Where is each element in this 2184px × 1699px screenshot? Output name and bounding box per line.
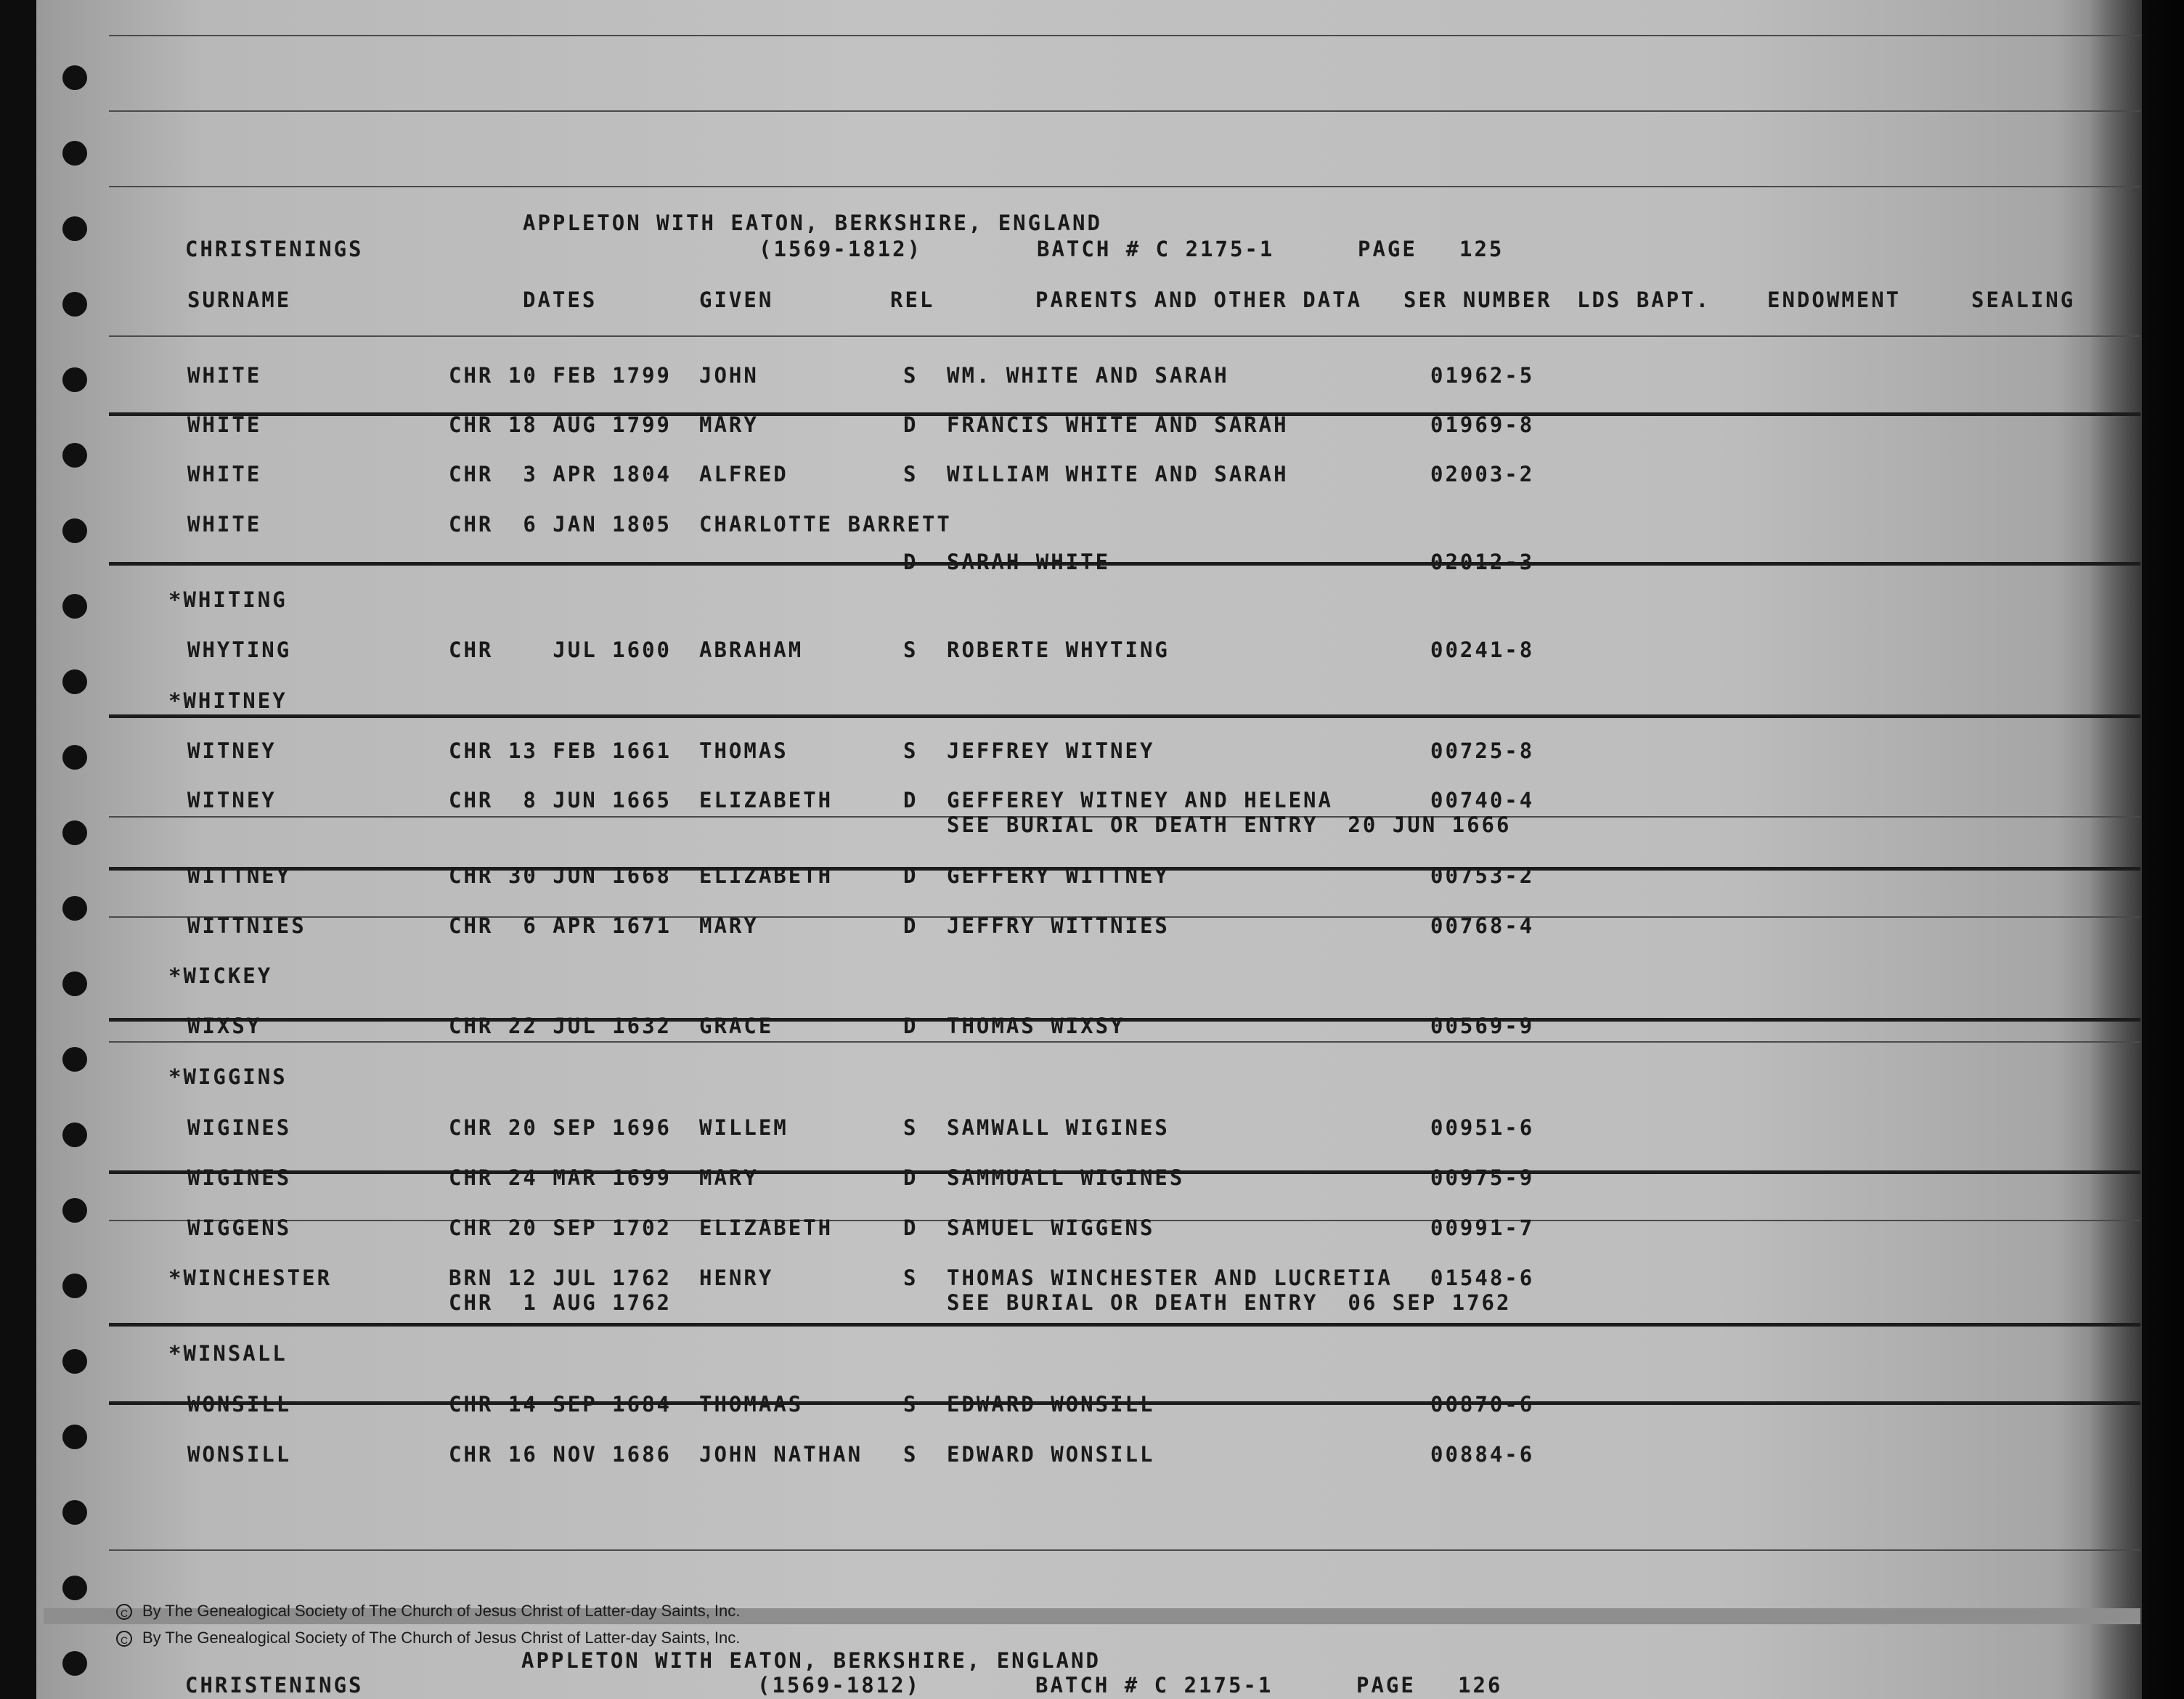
- col-header-surname: SURNAME: [187, 288, 292, 312]
- record-event-type: CHR: [449, 1014, 494, 1038]
- record-date: 20 SEP 1702: [508, 1215, 672, 1240]
- record-parents: GEFFEREY WITNEY AND HELENA: [947, 788, 1333, 812]
- record-relationship: D: [903, 788, 918, 812]
- record-given-name: ELIZABETH: [699, 1215, 834, 1240]
- feed-hole: [62, 292, 87, 317]
- next-page-place-title: APPLETON WITH EATON, BERKSHIRE, ENGLAND: [521, 1648, 1101, 1673]
- next-page-years: (1569-1812): [757, 1673, 921, 1698]
- record-surname: WITTNIES: [187, 913, 306, 938]
- record-ser-number: 00884-6: [1430, 1442, 1535, 1467]
- record-date: 3 APR 1804: [523, 462, 672, 486]
- record-ser-number: 00753-2: [1430, 863, 1535, 888]
- col-header-given: GIVEN: [699, 288, 774, 312]
- record-event-type: CHR: [449, 863, 494, 888]
- feed-hole: [62, 1500, 87, 1525]
- record-relationship: S: [903, 363, 918, 388]
- copyright-text: By The Genealogical Society of The Church of Jesus Christ of Latter-day Saints, Inc.: [142, 1629, 741, 1647]
- record-surname: WIGGENS: [187, 1215, 292, 1240]
- record-ser-number: 01962-5: [1430, 363, 1535, 388]
- record-given-name: ABRAHAM: [699, 637, 804, 662]
- feed-hole: [62, 1274, 87, 1298]
- record-surname: WIXSY: [187, 1014, 262, 1038]
- record-relationship: D: [903, 1215, 918, 1240]
- record-ser-number: 00768-4: [1430, 913, 1535, 938]
- record-date: 16 NOV 1686: [508, 1442, 672, 1467]
- page-years: (1569-1812): [759, 237, 923, 261]
- record-relationship: S: [903, 1392, 918, 1417]
- batch-number: BATCH # C 2175-1: [1037, 237, 1275, 261]
- record-ser-number: 00991-7: [1430, 1215, 1535, 1240]
- record-ser-number: 00725-8: [1430, 738, 1535, 763]
- ruled-line: [109, 335, 2140, 337]
- record-relationship: S: [903, 462, 918, 486]
- feed-hole: [62, 1198, 87, 1223]
- record-ser-number: 02012-3: [1430, 550, 1535, 574]
- section-title: CHRISTENINGS: [185, 237, 364, 261]
- record-given-name: MARY: [699, 913, 759, 938]
- feed-hole: [62, 1349, 87, 1374]
- feed-hole: [62, 669, 87, 694]
- record-given-name: JOHN NATHAN: [699, 1442, 863, 1467]
- record-date: 10 FEB 1799: [508, 363, 672, 388]
- film-right-shadow: [2090, 0, 2184, 1699]
- film-left-edge: [0, 0, 36, 1699]
- record-ser-number: 01548-6: [1430, 1266, 1535, 1290]
- record-event-type-2: CHR: [449, 1290, 494, 1315]
- col-header-ser-number: SER NUMBER: [1403, 288, 1552, 312]
- record-surname: *WIGGINS: [168, 1064, 288, 1089]
- record-event-type: CHR: [449, 1442, 494, 1467]
- feed-hole: [62, 971, 87, 996]
- next-page-number: 126: [1458, 1673, 1503, 1698]
- record-parents: THOMAS WINCHESTER AND LUCRETIA: [947, 1266, 1393, 1290]
- record-surname: *WICKEY: [168, 963, 273, 988]
- feed-hole: [62, 820, 87, 845]
- record-surname: WHITE: [187, 363, 262, 388]
- record-date: 20 SEP 1696: [508, 1115, 672, 1140]
- record-surname: WHITE: [187, 462, 262, 486]
- feed-hole: [62, 1651, 87, 1676]
- record-parents: EDWARD WONSILL: [947, 1392, 1155, 1417]
- record-event-type: CHR: [449, 1165, 494, 1190]
- record-parents: JEFFREY WITNEY: [947, 738, 1155, 763]
- record-event-type: CHR: [449, 913, 494, 938]
- ruled-line-dark: [109, 562, 2140, 566]
- ruled-line: [109, 110, 2140, 112]
- record-relationship: S: [903, 637, 918, 662]
- col-header-rel: REL: [890, 288, 935, 312]
- record-note: SEE BURIAL OR DEATH ENTRY 20 JUN 1666: [947, 812, 1512, 837]
- record-ser-number: 00975-9: [1430, 1165, 1535, 1190]
- record-given-name: CHARLOTTE BARRETT: [699, 512, 952, 537]
- col-header-sealing: SEALING: [1971, 288, 2076, 312]
- record-parents: SAMUEL WIGGENS: [947, 1215, 1155, 1240]
- record-parents: JEFFRY WITTNIES: [947, 913, 1170, 938]
- next-batch-number: BATCH # C 2175-1: [1035, 1673, 1274, 1698]
- record-date: 12 JUL 1762: [508, 1266, 672, 1290]
- record-date-2: 1 AUG 1762: [523, 1290, 672, 1315]
- record-surname: WITTNEY: [187, 863, 292, 888]
- copyright-icon: C: [116, 1631, 132, 1647]
- record-parents: EDWARD WONSILL: [947, 1442, 1155, 1467]
- col-header-dates: DATES: [523, 288, 598, 312]
- record-ser-number: 00569-9: [1430, 1014, 1535, 1038]
- record-event-type: CHR: [449, 738, 494, 763]
- record-relationship: D: [903, 863, 918, 888]
- record-event-type: CHR: [449, 462, 494, 486]
- record-given-name: GRACE: [699, 1014, 774, 1038]
- record-relationship: D: [903, 1165, 918, 1190]
- record-ser-number: 00241-8: [1430, 637, 1535, 662]
- feed-hole: [62, 594, 87, 619]
- record-surname: *WHITING: [168, 587, 288, 612]
- record-date: 14 SEP 1684: [508, 1392, 672, 1417]
- ruled-line-dark: [109, 714, 2140, 718]
- record-ser-number: 02003-2: [1430, 462, 1535, 486]
- col-header-parents: PARENTS AND OTHER DATA: [1035, 288, 1363, 312]
- record-event-type: CHR: [449, 788, 494, 812]
- record-surname: WITNEY: [187, 788, 277, 812]
- record-surname: WONSILL: [187, 1442, 292, 1467]
- ruled-line: [109, 35, 2140, 36]
- col-header-lds-bapt: LDS BAPT.: [1577, 288, 1711, 312]
- record-surname: *WINCHESTER: [168, 1266, 333, 1290]
- copyright-line-2: [116, 1629, 740, 1647]
- ruled-line-dark: [109, 1323, 2140, 1327]
- record-given-name: WILLEM: [699, 1115, 789, 1140]
- feed-hole: [62, 1123, 87, 1147]
- feed-hole: [62, 367, 87, 392]
- record-parents: THOMAS WIXSY: [947, 1014, 1125, 1038]
- record-parents: SAMWALL WIGINES: [947, 1115, 1170, 1140]
- col-header-endowment: ENDOWMENT: [1767, 288, 1902, 312]
- record-ser-number: 00951-6: [1430, 1115, 1535, 1140]
- record-surname: WIGINES: [187, 1165, 292, 1190]
- ruled-line: [109, 1549, 2140, 1551]
- record-event-type: BRN: [449, 1266, 494, 1290]
- record-date: 8 JUN 1665: [523, 788, 672, 812]
- record-surname: WHITE: [187, 512, 262, 537]
- record-event-type: CHR: [449, 1392, 494, 1417]
- copyright-text: By The Genealogical Society of The Church of Jesus Christ of Latter-day Saints, Inc.: [142, 1602, 741, 1620]
- record-given-name: MARY: [699, 412, 759, 437]
- page-label: PAGE: [1358, 237, 1417, 261]
- page-place-title: APPLETON WITH EATON, BERKSHIRE, ENGLAND: [523, 211, 1102, 235]
- record-relationship: S: [903, 738, 918, 763]
- record-event-type: CHR: [449, 363, 494, 388]
- record-date: 6 APR 1671: [523, 913, 672, 938]
- feed-hole: [62, 65, 87, 90]
- next-section-title: CHRISTENINGS: [185, 1673, 364, 1698]
- record-ser-number: 00740-4: [1430, 788, 1535, 812]
- record-given-name: ELIZABETH: [699, 863, 834, 888]
- record-relationship: S: [903, 1115, 918, 1140]
- page-number: 125: [1459, 237, 1504, 261]
- record-surname: WIGINES: [187, 1115, 292, 1140]
- record-date: 30 JUN 1668: [508, 863, 672, 888]
- feed-hole: [62, 141, 87, 166]
- feed-hole: [62, 1425, 87, 1449]
- record-surname: *WINSALL: [168, 1341, 288, 1366]
- record-event-type: CHR: [449, 412, 494, 437]
- record-given-name: THOMAS: [699, 738, 789, 763]
- record-parents: WILLIAM WHITE AND SARAH: [947, 462, 1289, 486]
- ruled-line: [109, 186, 2140, 187]
- record-event-type: CHR: [449, 512, 494, 537]
- record-relationship: D: [903, 913, 918, 938]
- record-ser-number: 01969-8: [1430, 412, 1535, 437]
- record-given-name: THOMAAS: [699, 1392, 804, 1417]
- record-parents: WM. WHITE AND SARAH: [947, 363, 1229, 388]
- record-surname: WITNEY: [187, 738, 277, 763]
- record-date: 18 AUG 1799: [508, 412, 672, 437]
- record-parents: ROBERTE WHYTING: [947, 637, 1170, 662]
- record-relationship: S: [903, 1266, 918, 1290]
- record-date: JUL 1600: [553, 637, 672, 662]
- record-given-name: MARY: [699, 1165, 759, 1190]
- feed-hole: [62, 518, 87, 543]
- record-parents: SARAH WHITE: [947, 550, 1111, 574]
- record-given-name: HENRY: [699, 1266, 774, 1290]
- record-parents: GEFFERY WITTNEY: [947, 863, 1170, 888]
- feed-hole: [62, 1576, 87, 1600]
- record-relationship: D: [903, 1014, 918, 1038]
- feed-hole: [62, 443, 87, 468]
- record-date: 13 FEB 1661: [508, 738, 672, 763]
- record-event-type: CHR: [449, 1115, 494, 1140]
- record-given-name: ELIZABETH: [699, 788, 834, 812]
- feed-hole: [62, 1047, 87, 1072]
- copyright-icon: C: [116, 1604, 132, 1620]
- record-date: 24 MAR 1699: [508, 1165, 672, 1190]
- record-relationship: D: [903, 412, 918, 437]
- feed-hole: [62, 216, 87, 241]
- record-given-name: ALFRED: [699, 462, 789, 486]
- record-date: 6 JAN 1805: [523, 512, 672, 537]
- record-parents: FRANCIS WHITE AND SARAH: [947, 412, 1289, 437]
- record-surname: *WHITNEY: [168, 688, 288, 713]
- feed-hole: [62, 896, 87, 921]
- record-event-type: CHR: [449, 1215, 494, 1240]
- record-surname: WHITE: [187, 412, 262, 437]
- feed-hole: [62, 745, 87, 770]
- record-event-type: CHR: [449, 637, 494, 662]
- record-parents: SAMMUALL WIGINES: [947, 1165, 1185, 1190]
- record-ser-number: 00870-6: [1430, 1392, 1535, 1417]
- copyright-line-1: [116, 1602, 740, 1621]
- record-note: SEE BURIAL OR DEATH ENTRY 06 SEP 1762: [947, 1290, 1512, 1315]
- record-surname: WHYTING: [187, 637, 292, 662]
- record-surname: WONSILL: [187, 1392, 292, 1417]
- record-relationship: S: [903, 1442, 918, 1467]
- next-page-label: PAGE: [1356, 1673, 1416, 1698]
- ruled-line: [109, 1041, 2140, 1043]
- record-given-name: JOHN: [699, 363, 759, 388]
- record-date: 22 JUL 1632: [508, 1014, 672, 1038]
- record-relationship: D: [903, 550, 918, 574]
